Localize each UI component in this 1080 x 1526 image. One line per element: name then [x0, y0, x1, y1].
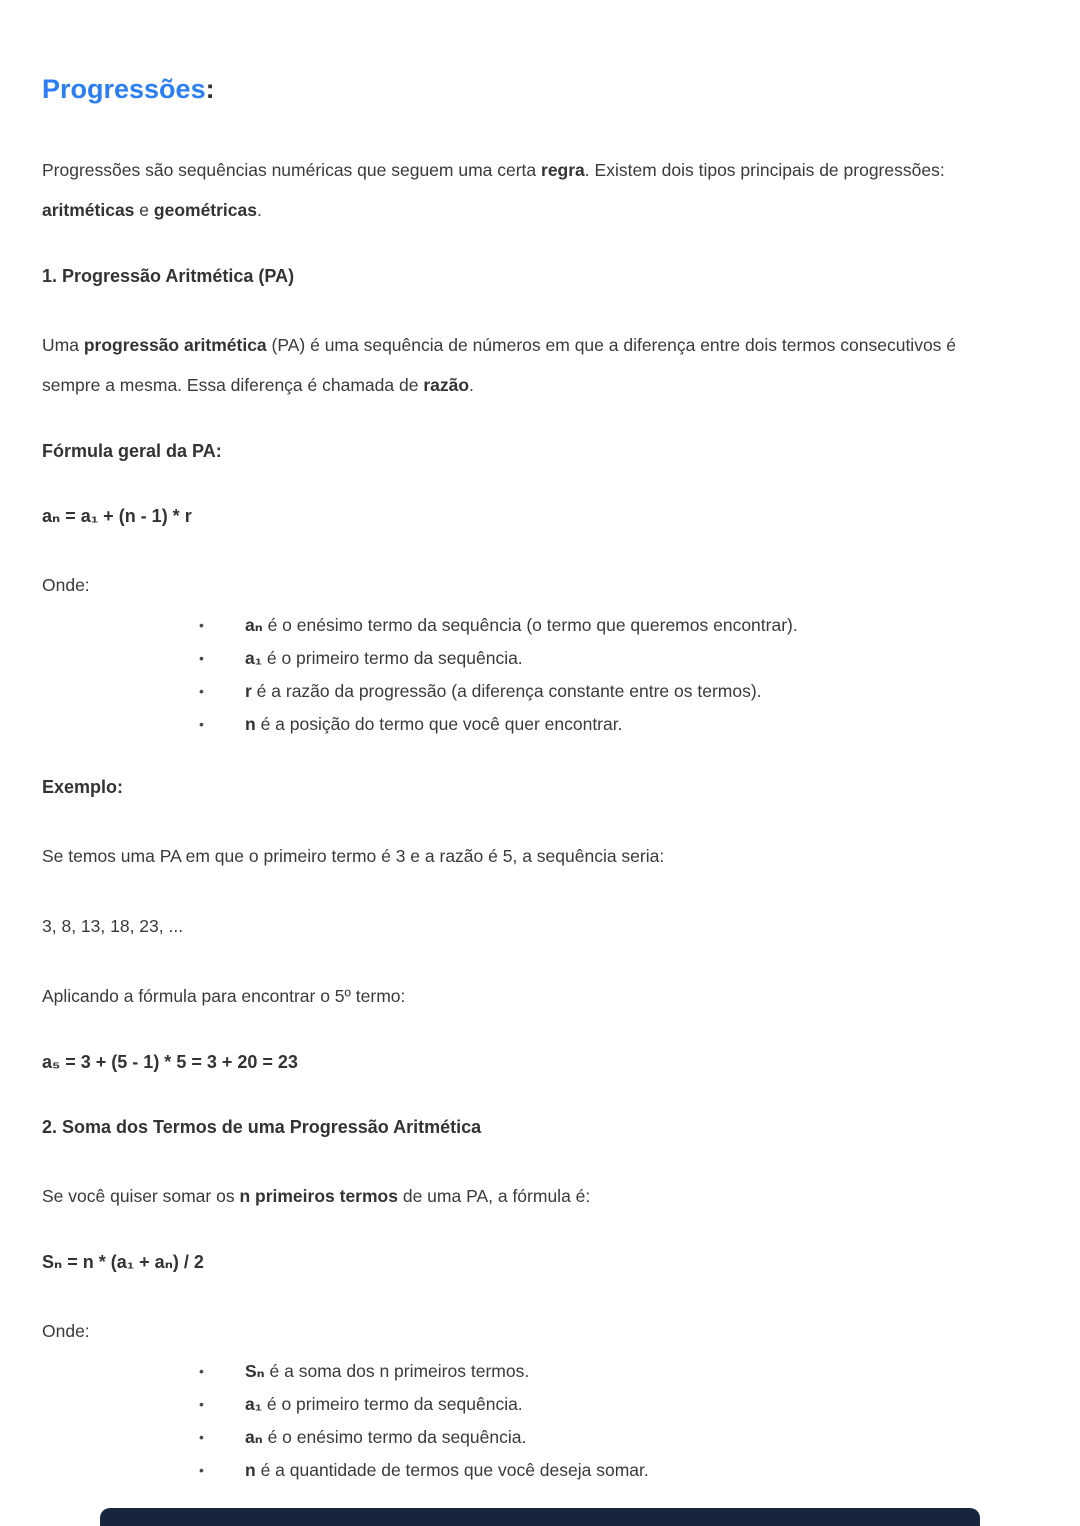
paragraph: [42, 906, 992, 946]
text: é o enésimo termo da sequência (o termo que queremos encontrar).: [262, 615, 798, 635]
next-page-edge-bar: [100, 1508, 980, 1526]
bold-text: 1. Progressão Aritmética (PA): [42, 266, 295, 286]
section-heading: [42, 1111, 992, 1144]
bold-text: aₙ: [245, 615, 263, 635]
bullet-item: [245, 1388, 992, 1421]
text: de uma PA, a fórmula é:: [397, 1186, 591, 1206]
text: é a razão da progressão (a diferença constante entre os termos).: [251, 681, 762, 701]
text: (PA) é uma sequência de números em que a diferença entre dois termos consecutivos é sempre a mesma. Essa diferença é chamada de: [42, 335, 957, 395]
bullet-list: [42, 1355, 992, 1487]
text: 3, 8, 13, 18, 23, ...: [42, 916, 184, 936]
bullet-item: [245, 1355, 992, 1388]
text: é a posição do termo que você quer encontrar.: [255, 714, 623, 734]
paragraph: [42, 1311, 992, 1351]
bold-text: Sₙ: [245, 1361, 265, 1381]
bullet-item: [245, 1421, 992, 1454]
bold-text: aₙ: [245, 1427, 263, 1447]
text: .: [257, 200, 262, 220]
bullet-item: [245, 675, 992, 708]
bold-text: regra: [541, 160, 585, 180]
bold-text: a₁: [245, 1394, 262, 1414]
section-heading: [42, 771, 992, 804]
bullet-item: [245, 642, 992, 675]
text: Se temos uma PA em que o primeiro termo é 3 e a razão é 5, a sequência seria:: [42, 846, 665, 866]
text: é o primeiro termo da sequência.: [261, 1394, 523, 1414]
text: é a quantidade de termos que você deseja somar.: [255, 1460, 649, 1480]
text: é o primeiro termo da sequência.: [261, 648, 523, 668]
text: e: [134, 200, 154, 220]
bullet-item: [245, 1454, 992, 1487]
bold-text: geométricas: [153, 200, 257, 220]
paragraph: [42, 565, 992, 605]
bold-text: 2. Soma dos Termos de uma Progressão Aritmética: [42, 1117, 482, 1137]
bold-text: r: [245, 681, 252, 701]
bullet-item: [245, 708, 992, 741]
paragraph: [42, 1176, 992, 1216]
bold-text: a₁: [245, 648, 262, 668]
text: Onde:: [42, 1321, 90, 1341]
paragraph: [42, 325, 992, 405]
bold-text: razão: [423, 375, 470, 395]
bold-text: Exemplo:: [42, 777, 124, 797]
text: Aplicando a fórmula para encontrar o 5º termo:: [42, 986, 406, 1006]
bold-text: aritméticas: [42, 200, 135, 220]
bold-text: aₙ = a₁ + (n - 1) * r: [42, 506, 192, 526]
bold-text: Sₙ = n * (a₁ + aₙ) / 2: [42, 1252, 204, 1272]
bold-text: n: [245, 714, 256, 734]
bold-text: Progressões: [42, 74, 206, 104]
bold-text: a₅ = 3 + (5 - 1) * 5 = 3 + 20 = 23: [42, 1052, 298, 1072]
paragraph: [42, 976, 992, 1016]
text: Se você quiser somar os: [42, 1186, 240, 1206]
formula: [42, 1046, 992, 1079]
text: Progressões são sequências numéricas que seguem uma certa: [42, 160, 542, 180]
bullet-item: [245, 609, 992, 642]
paragraph: [42, 836, 992, 876]
doc-title: [42, 72, 992, 106]
formula: [42, 1246, 992, 1279]
text: Onde:: [42, 575, 90, 595]
bold-text: progressão aritmética: [83, 335, 267, 355]
paragraph: [42, 150, 992, 230]
bold-text: n: [245, 1460, 256, 1480]
bold-text: :: [205, 74, 215, 104]
text: . Existem dois tipos principais de progressões:: [584, 160, 945, 180]
text: Uma: [42, 335, 84, 355]
section-heading: [42, 260, 992, 293]
section-heading: [42, 435, 992, 468]
bold-text: n primeiros termos: [239, 1186, 398, 1206]
bold-text: Fórmula geral da PA:: [42, 441, 222, 461]
formula: [42, 500, 992, 533]
text: é a soma dos n primeiros termos.: [264, 1361, 530, 1381]
text: .: [469, 375, 474, 395]
text: é o enésimo termo da sequência.: [262, 1427, 527, 1447]
bullet-list: [42, 609, 992, 741]
